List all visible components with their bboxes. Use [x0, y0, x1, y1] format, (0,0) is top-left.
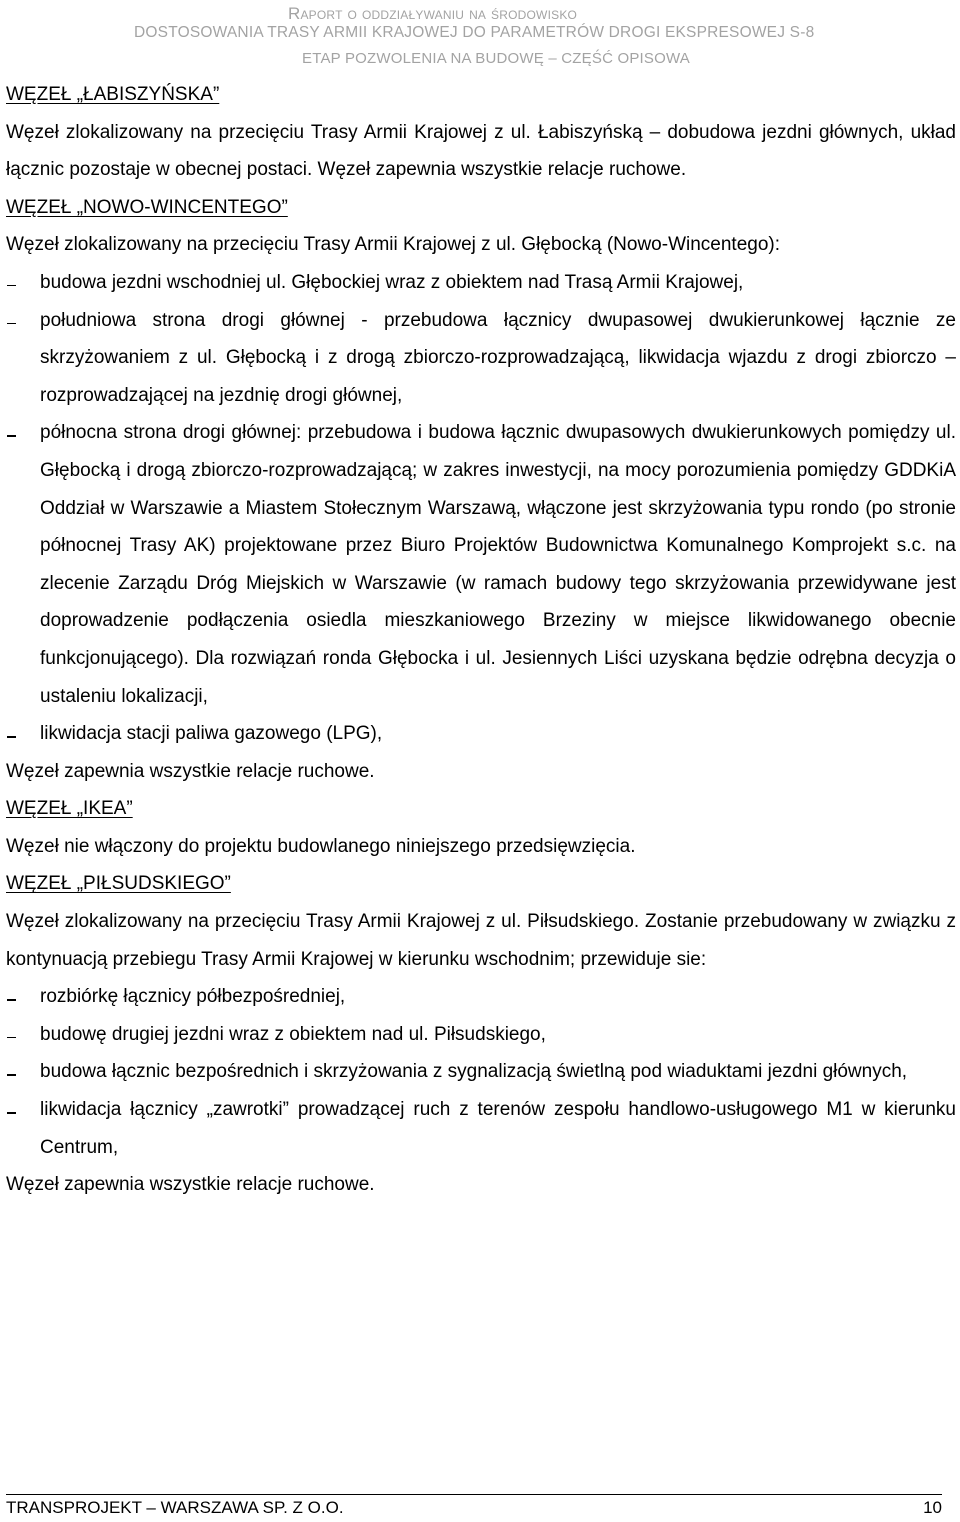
page-header [0, 0, 960, 72]
footer-company-name: TRANSPROJEKT – WARSZAWA SP. Z O.O. [6, 1498, 344, 1517]
footer-page-number: 10 [923, 1498, 942, 1517]
list-item-text: północna strona drogi głównej: przebudowa i budowa łącznic dwupasowych dwukierunkowych pomiędzy ul. Głębocką i drogą zbiorczo-rozprowadzającą; w zakres inwestycji, na mocy porozumienia pomiędzy GDDKiA Oddział w Warszawie a Miastem Stołecznym Warszawą, włączone jest skrzyżowania typu rondo (po stronie północnej Trasy AK) projektowane przez Biuro Projektów Budownictwa Komunalnego Komprojekt s.c. na zlecenie Zarządu Dróg Miejskich w Warszawie (w ramach budowy tego skrzyżowania przewidywane jest doprowadzenie podłączenia osiedla mieszkaniowego Brzeziny w miejsce likwidowanego obecnie funkcjonującego). Dla rozwiązań ronda Głębocka i ul. Jesiennych Liści uzyskana będzie odrębna decyzja o ustaleniu lokalizacji, [40, 422, 956, 707]
paragraph-nowo-wincentego-intro: Węzeł zlokalizowany na przecięciu Trasy Armii Krajowej z ul. Głębocką (Nowo-Wincentego): [6, 234, 781, 256]
list-item [6, 302, 956, 415]
paragraph-pilsudskiego-intro: Węzeł zlokalizowany na przecięciu Trasy Armii Krajowej z ul. Piłsudskiego. Zostanie przebudowany w związku z kontynuacją przebiegu Trasy Armii Krajowej w kierunku wschodnim; przewiduje sie: [6, 911, 956, 970]
list-item [6, 715, 956, 753]
list-item [6, 978, 956, 1016]
heading-wezel-pilsudskiego: WĘZEŁ „PIŁSUDSKIEGO” [6, 873, 231, 895]
list-item-text: budowę drugiej jezdni wraz z obiektem nad ul. Piłsudskiego, [40, 1023, 546, 1045]
list-item-text: likwidacja stacji paliwa gazowego (LPG), [40, 723, 383, 745]
list-item [6, 1091, 956, 1166]
list-item-text: budowa jezdni wschodniej ul. Głębockiej wraz z obiektem nad Trasą Armii Krajowej, [40, 271, 744, 293]
paragraph-pilsudskiego-closing: Węzeł zapewnia wszystkie relacje ruchowe. [6, 1174, 375, 1196]
list-item [6, 1016, 956, 1054]
list-item [6, 414, 956, 715]
heading-wezel-labiszynska: WĘZEŁ „ŁABISZYŃSKA” [6, 84, 220, 105]
list-item-text: rozbiórkę łącznicy półbezpośredniej, [40, 986, 346, 1008]
list-item-text: południowa strona drogi głównej - przebudowa łącznicy dwupasowej dwukierunkowej łącznie ze skrzyżowaniem z ul. Głębocką i z drogą zbiorczo-rozprowadzającą, likwidacja wjazdu z drogi zbiorczo – rozprowadzającej na jezdnię drogi głównej, [40, 309, 956, 406]
paragraph-labiszynska: Węzeł zlokalizowany na przecięciu Trasy Armii Krajowej z ul. Łabiszyńską – dobudowa jezdni głównych, układ łącznic pozostaje w obecnej postaci. Węzeł zapewnia wszystkie relacje ruchowe. [6, 121, 956, 181]
list-item-text: likwidacja łącznicy „zawrotki” prowadzącej ruch z terenów zespołu handlowo-usługowego M1 w kierunku Centrum, [40, 1099, 956, 1158]
header-stage-title: ETAP POZWOLENIA NA BUDOWĘ – CZĘŚĆ OPISOWA [302, 50, 690, 67]
document-body [6, 76, 956, 1204]
header-report-title: Raport o oddziaływaniu na środowisko [288, 4, 578, 23]
paragraph-nowo-wincentego-closing: Węzeł zapewnia wszystkie relacje ruchowe. [6, 760, 375, 782]
list-item [6, 1053, 956, 1091]
list-item-text: budowa łącznic bezpośrednich i skrzyżowania z sygnalizacją świetlną pod wiaduktami jezdni głównych, [40, 1061, 908, 1083]
heading-wezel-nowo-wincentego: WĘZEŁ „NOWO-WINCENTEGO” [6, 196, 288, 218]
header-project-title: DOSTOSOWANIA TRASY ARMII KRAJOWEJ DO PARAMETRÓW DROGI EKSPRESOWEJ S-8 [134, 24, 815, 41]
paragraph-ikea: Węzeł nie włączony do projektu budowlanego niniejszego przedsięwzięcia. [6, 835, 636, 857]
heading-wezel-ikea: WĘZEŁ „IKEA” [6, 798, 133, 820]
list-item [6, 264, 956, 302]
